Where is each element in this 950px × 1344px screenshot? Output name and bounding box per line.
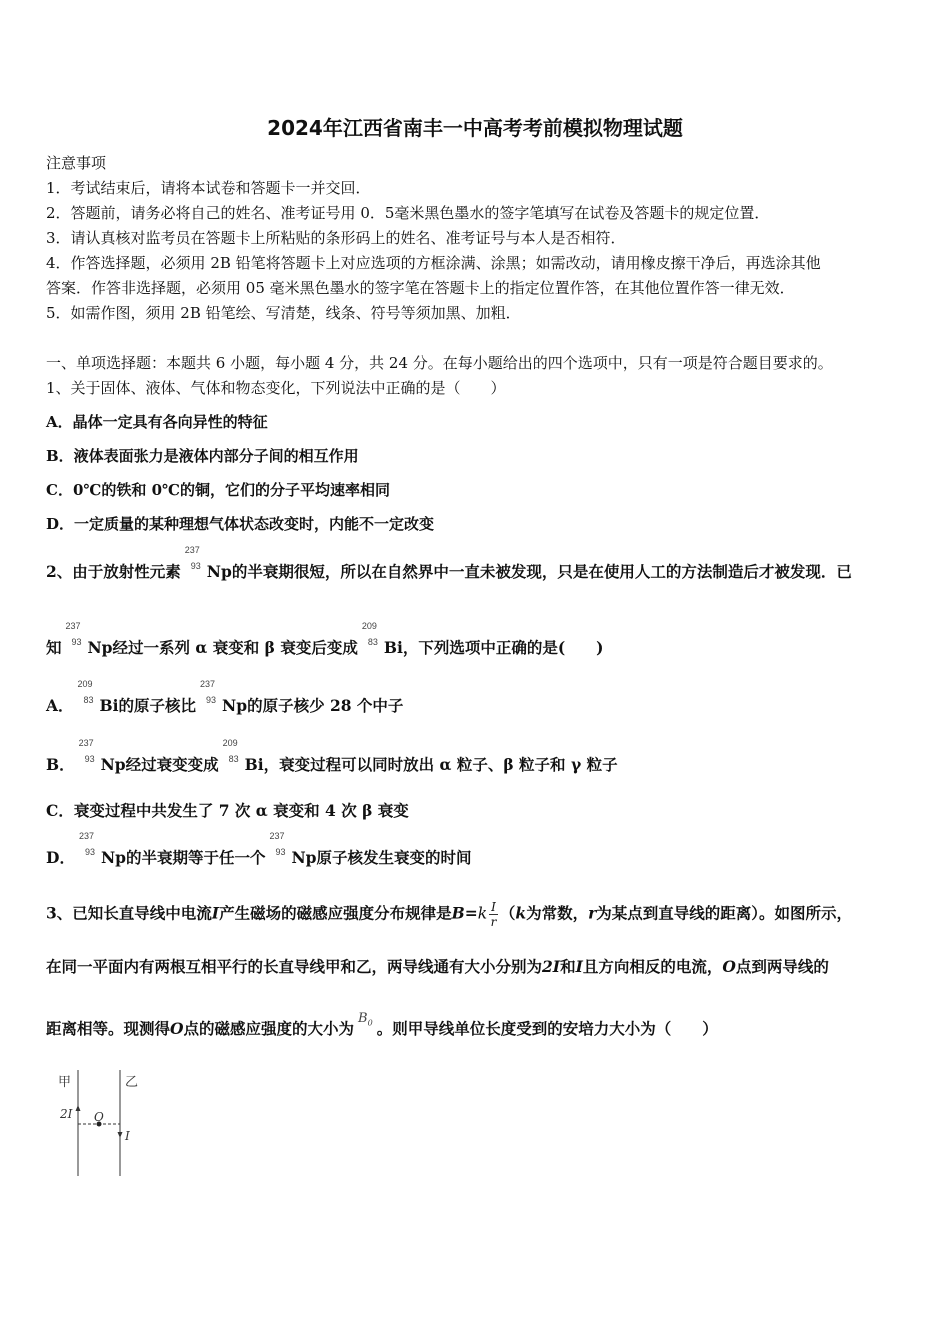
question-2-line-2: 知 237 93 Np经过一系列 α 衰变和 β 衰变后变成 209 83 Bi，下列选项中正确的是( ) <box>46 621 604 657</box>
question-2-option-a: A． 209 83 Bi的原子核比 237 93 Np的原子核少 28 个中子 <box>46 679 404 715</box>
question-3-line-3: 距离相等。现测得O点的磁感应强度的大小为$B_0$ 。则甲导线单位长度受到的安培力大小为（ ） <box>46 1011 718 1038</box>
question-1-option-d: D．一定质量的某种理想气体状态改变时，内能不一定改变 <box>46 515 435 533</box>
neptunium-isotope: 237 93 <box>184 545 201 571</box>
question-1-option-a: A．晶体一定具有各向异性的特征 <box>46 413 268 431</box>
neptunium-isotope: 237 93 <box>65 621 82 647</box>
bismuth-isotope: 209 83 <box>361 621 378 647</box>
label-o: O <box>94 1110 104 1124</box>
section-heading: 一、单项选择题：本题共 6 小题，每小题 4 分，共 24 分。在每小题给出的四个选项中，只有一项是符合题目要求的。 <box>46 354 833 372</box>
notice-item: 1．考试结束后，请将本试卷和答题卡一并交回． <box>46 179 371 197</box>
question-1-option-b: B．液体表面张力是液体内部分子间的相互作用 <box>46 447 359 465</box>
question-2-option-b: B． 237 93 Np经过衰变变成 209 83 Bi，衰变过程可以同时放出 α 粒子、β 粒子和 γ 粒子 <box>46 738 618 774</box>
neptunium-isotope: 237 93 <box>269 831 286 857</box>
question-3-line-2: 在同一平面内有两根互相平行的长直导线甲和乙，两导线通有大小分别为2I和I且方向相反的电流，O点到两导线的 <box>46 957 829 976</box>
up-arrow-icon <box>76 1105 81 1111</box>
notice-item: 2．答题前，请务必将自己的姓名、准考证号用 0．5毫米黑色墨水的签字笔填写在试卷及答题卡的规定位置． <box>46 204 770 222</box>
question-2-line-1: 2、由于放射性元素 237 93 Np的半衰期很短，所以在自然界中一直未被发现，只是在使用人工的方法制造后才被发现．已 <box>46 545 852 581</box>
bismuth-isotope: 209 83 <box>222 738 239 764</box>
b0-symbol: $B_0$ <box>358 1011 373 1028</box>
question-3-line-1: 3、已知长直导线中电流I产生磁场的磁感应强度分布规律是B=k $\frac{I}{r}$ （k为常数，r为某点到直导线的距离）。如图所示， <box>46 900 853 929</box>
question-2-option-d: D． 237 93 Np的半衰期等于任一个 237 93 Np原子核发生衰变的时间 <box>46 831 472 867</box>
question-1-stem: 1、关于固体、液体、气体和物态变化，下列说法中正确的是（ ） <box>46 379 506 397</box>
notice-item: 3．请认真核对监考员在答题卡上所粘贴的条形码上的姓名、准考证号与本人是否相符． <box>46 229 626 247</box>
neptunium-isotope: 237 93 <box>78 738 95 764</box>
neptunium-isotope: 237 93 <box>200 679 217 705</box>
notice-item: 答案．作答非选择题，必须用 05 毫米黑色墨水的签字笔在答题卡上的指定位置作答，在其他位置作答一律无效． <box>46 279 795 297</box>
label-jia: 甲 <box>58 1075 72 1090</box>
label-i: I <box>125 1129 130 1143</box>
bismuth-isotope: 209 83 <box>77 679 94 705</box>
notice-item: 4．作答选择题，必须用 2B 铅笔将答题卡上对应选项的方框涂满、涂黑；如需改动，请用橡皮擦干净后，再选涂其他 <box>46 254 821 272</box>
page-title: 2024年江西省南丰一中高考考前模拟物理试题 <box>267 116 683 140</box>
notice-heading: 注意事项 <box>46 154 107 172</box>
label-yi: 乙 <box>125 1075 139 1090</box>
question-2-option-c: C．衰变过程中共发生了 7 次 α 衰变和 4 次 β 衰变 <box>46 801 409 820</box>
two-wires-figure <box>50 1066 160 1181</box>
notice-item: 5．如需作图，须用 2B 铅笔绘、写清楚，线条、符号等须加黑、加粗． <box>46 304 521 322</box>
label-2i: 2I <box>60 1107 73 1121</box>
neptunium-isotope: 237 93 <box>78 831 95 857</box>
question-1-option-c: C．0℃的铁和 0℃的铜，它们的分子平均速率相同 <box>46 481 390 499</box>
formula-fraction: $\frac{I}{r}$ <box>490 900 497 929</box>
down-arrow-icon <box>118 1132 123 1138</box>
